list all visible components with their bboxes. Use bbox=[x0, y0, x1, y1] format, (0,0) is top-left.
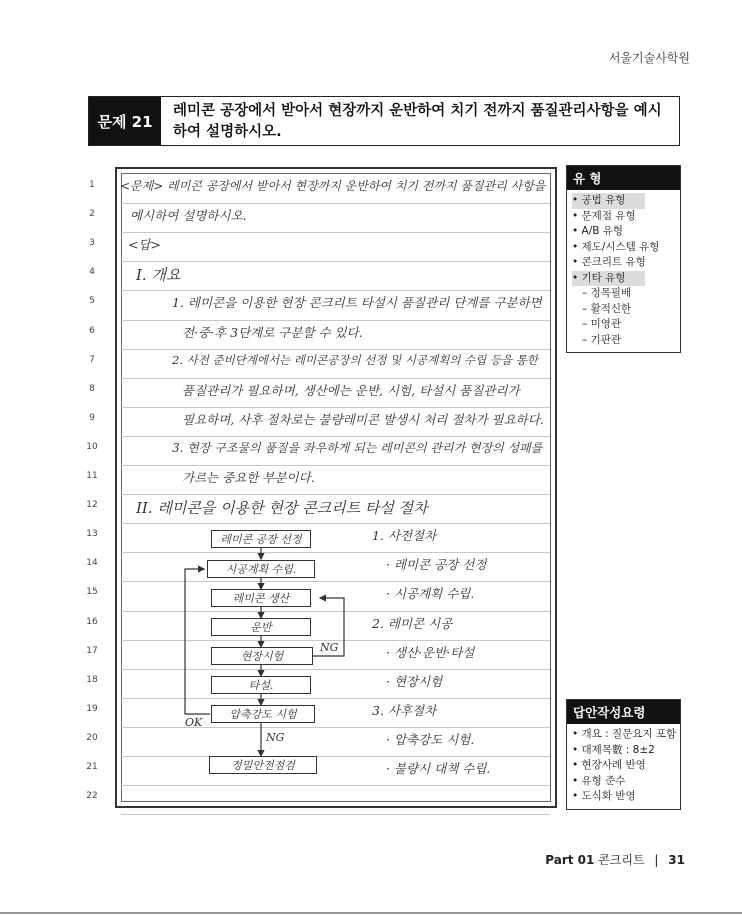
line-number: 17 bbox=[86, 645, 98, 656]
line-number: 21 bbox=[86, 762, 98, 772]
ruled-line bbox=[121, 523, 550, 524]
line-number: 9 bbox=[89, 412, 95, 423]
handwritten-line: II. 레미콘을 이용한 현장 콘크리트 타설 절차 bbox=[136, 499, 428, 518]
handwritten-line: 1. 사전절차 bbox=[372, 528, 437, 544]
page-footer bbox=[545, 851, 685, 868]
footer-part: Part 01 bbox=[545, 853, 595, 867]
ruled-line bbox=[121, 436, 550, 437]
handwritten-line: 품질관리가 필요하며, 생산에는 운반, 시험, 타설시 품질관리가 bbox=[182, 382, 520, 398]
line-number: 7 bbox=[89, 354, 95, 365]
guide-item: • 개요 : 질문요지 포함 bbox=[572, 728, 677, 740]
guide-list bbox=[567, 724, 680, 809]
guide-item: • 현장사례 반영 bbox=[572, 759, 646, 771]
handwritten-line: 3. 현장 구조물의 품질을 좌우하게 되는 레미콘의 관리가 현장의 성패를 bbox=[172, 440, 543, 455]
handwritten-line: <문제> 레미콘 공장에서 받아서 현장까지 운반하여 치기 전까지 품질관리 사항을 bbox=[120, 179, 546, 193]
line-number: 20 bbox=[86, 732, 98, 743]
line-number: 16 bbox=[86, 616, 98, 627]
ruled-line bbox=[121, 320, 550, 321]
answer-sheet-inner-border bbox=[121, 173, 551, 802]
ruled-line bbox=[121, 756, 550, 757]
handwritten-line: <답> bbox=[128, 237, 162, 253]
guide-item: • 대제목數 : 8±2 bbox=[572, 743, 655, 756]
type-item: – 기판관 bbox=[582, 333, 622, 346]
line-number: 1 bbox=[89, 180, 95, 190]
type-item: • 콘크리트 유형 bbox=[572, 256, 646, 268]
handwritten-line: I. 개요 bbox=[136, 266, 181, 285]
ruled-line bbox=[121, 378, 550, 379]
line-number: 3 bbox=[89, 238, 95, 249]
flow-ok-label: OK bbox=[185, 716, 203, 729]
ruled-line bbox=[121, 465, 550, 466]
guide-item: • 유형 준수 bbox=[572, 774, 626, 787]
type-item: • 기타 유형 bbox=[572, 271, 645, 287]
flow-step: 정밀안전점검 bbox=[209, 756, 317, 774]
handwritten-line: 필요하며, 사후 절차로는 불량레미콘 발생시 처리 절차가 필요하다. bbox=[182, 411, 544, 427]
ruled-line bbox=[121, 494, 550, 495]
flow-step: 레미콘 공장 선정 bbox=[211, 530, 311, 548]
ruled-line bbox=[121, 669, 550, 670]
type-item: – 활적신한 bbox=[582, 302, 632, 315]
question-box bbox=[88, 96, 680, 146]
footer-section: 콘크리트 bbox=[598, 853, 645, 867]
guide-box bbox=[566, 699, 681, 810]
line-number: 8 bbox=[89, 383, 95, 394]
handwritten-line: · 시공계획 수립. bbox=[386, 586, 475, 602]
handwritten-line: · 생산·운반·타설 bbox=[386, 644, 475, 660]
line-number: 6 bbox=[89, 325, 95, 336]
handwritten-line: 3. 사후절차 bbox=[372, 702, 437, 718]
flow-step: 운반 bbox=[211, 618, 311, 636]
answer-sheet bbox=[115, 167, 557, 808]
handwritten-line: 2. 사전 준비단계에서는 레미콘공장의 선정 및 시공계획의 수립 등을 통한 bbox=[172, 352, 539, 367]
question-text: 레미콘 공장에서 받아서 현장까지 운반하여 치기 전까지 품질관리사항을 예시하여 설명하시오. bbox=[173, 103, 662, 140]
footer-page-number: 31 bbox=[668, 853, 685, 867]
ruled-line bbox=[121, 232, 550, 233]
flow-step: 타설. bbox=[211, 676, 311, 694]
line-number: 4 bbox=[89, 267, 95, 278]
line-number: 10 bbox=[86, 441, 98, 452]
ruled-line bbox=[121, 698, 550, 699]
types-title: 유 형 bbox=[567, 166, 680, 190]
line-number: 18 bbox=[86, 674, 98, 685]
flow-step: 현장시험 bbox=[211, 647, 313, 665]
guide-title: 답안작성요령 bbox=[567, 700, 680, 724]
type-item: • 제도/시스템 유형 bbox=[572, 240, 660, 253]
handwritten-line: · 압축강도 시험. bbox=[386, 731, 475, 747]
types-box bbox=[566, 165, 681, 353]
types-list bbox=[567, 190, 680, 352]
guide-item: • 도식화 반영 bbox=[572, 790, 636, 802]
question-label: 문제 21 bbox=[89, 97, 161, 145]
flow-step: 레미콘 생산 bbox=[211, 589, 311, 607]
line-number: 5 bbox=[89, 296, 95, 307]
line-number: 11 bbox=[86, 471, 98, 481]
header-school-name: 서울기술사학원 bbox=[608, 51, 690, 65]
handwritten-line: · 불량시 대책 수립. bbox=[386, 761, 491, 776]
handwritten-line: · 레미콘 공장 선정 bbox=[386, 557, 487, 573]
type-item: • A/B 유형 bbox=[572, 225, 624, 237]
line-number: 19 bbox=[86, 703, 98, 714]
type-item: – 정목필배 bbox=[582, 287, 632, 299]
ruled-line bbox=[121, 611, 550, 612]
handwritten-line: 예시하여 설명하시오. bbox=[130, 208, 247, 224]
flow-step: 압축강도 시험 bbox=[211, 705, 315, 723]
handwritten-line: · 현장시험 bbox=[386, 673, 443, 689]
ruled-line bbox=[121, 290, 550, 291]
line-number: 12 bbox=[86, 500, 98, 511]
footer-divider: | bbox=[654, 853, 659, 867]
handwritten-line: 1. 레미콘을 이용한 현장 콘크리트 타설시 품질관리 단계를 구분하면 bbox=[172, 295, 542, 311]
ruled-line bbox=[121, 203, 550, 204]
ruled-line bbox=[121, 407, 550, 408]
ruled-line bbox=[121, 785, 550, 786]
line-number: 2 bbox=[89, 209, 95, 220]
handwritten-line: 전·중·후 3단계로 구분할 수 있다. bbox=[182, 324, 363, 340]
line-number: 22 bbox=[86, 791, 98, 802]
ruled-line bbox=[121, 552, 550, 553]
type-item: • 문제점 유형 bbox=[572, 209, 636, 222]
type-item: • 공법 유형 bbox=[572, 193, 645, 209]
line-number: 13 bbox=[86, 529, 98, 540]
type-item: – 미영관 bbox=[582, 318, 622, 330]
flow-ng-label: NG bbox=[320, 641, 339, 654]
flow-step: 시공계획 수립. bbox=[207, 560, 315, 578]
handwritten-line: 가르는 중요한 부분이다. bbox=[182, 470, 315, 485]
flow-ng-label-2: NG bbox=[266, 731, 285, 744]
ruled-line bbox=[121, 581, 550, 582]
ruled-line bbox=[121, 814, 550, 815]
ruled-line bbox=[121, 349, 550, 350]
line-number: 15 bbox=[86, 587, 98, 598]
bottom-rule bbox=[0, 912, 742, 914]
line-number: 14 bbox=[86, 558, 98, 569]
handwritten-line: 2. 레미콘 시공 bbox=[372, 615, 453, 631]
ruled-line bbox=[121, 261, 550, 262]
